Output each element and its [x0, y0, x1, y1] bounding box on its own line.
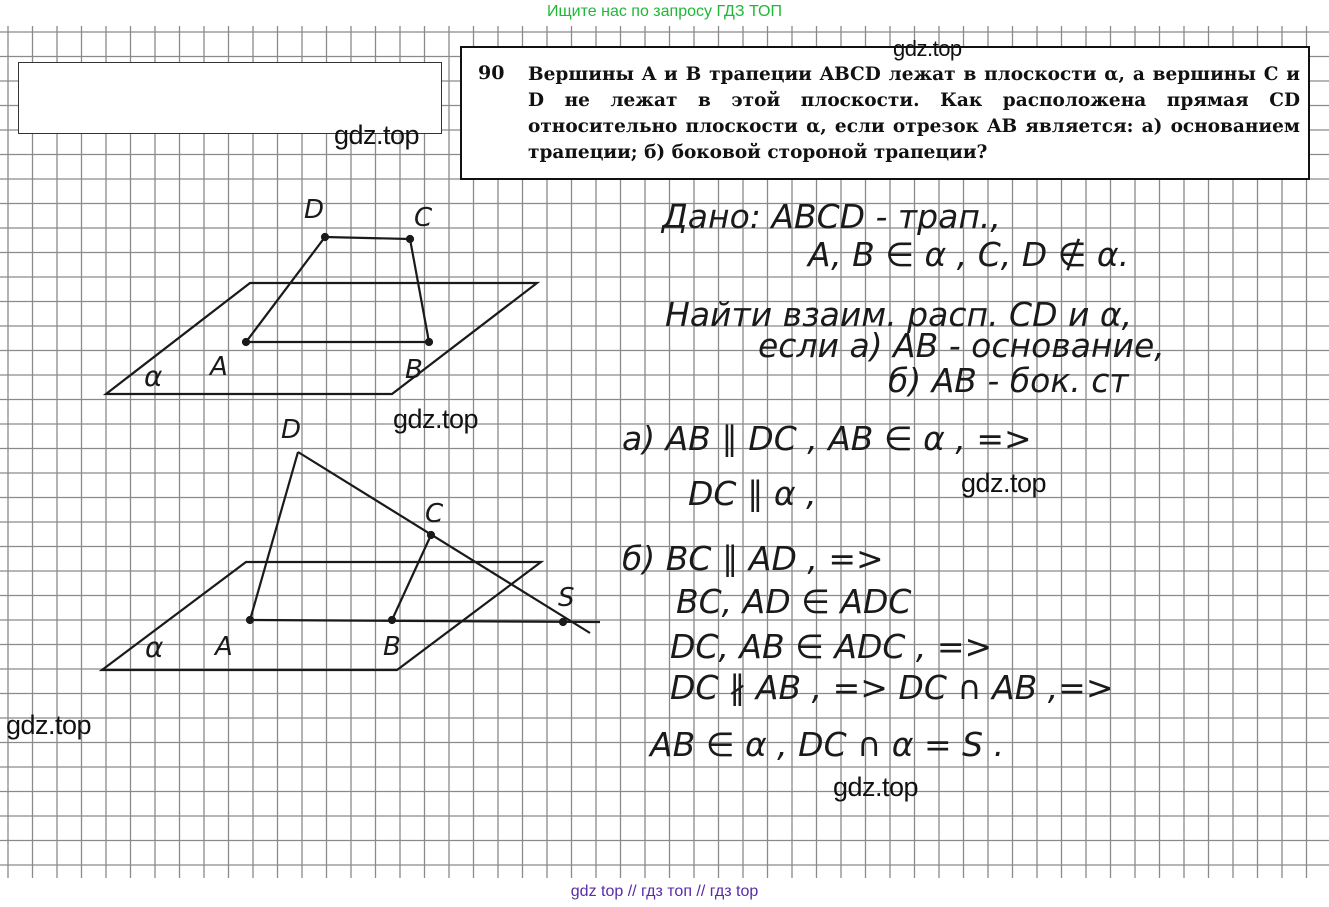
task-text: Вершины A и B трапеции ABCD лежат в плоскости α, а вершины C и D не лежат в этой плоскости. Как расположена прямая CD относительно плоскости α, если отрезок AB является: а) основанием трапеции; б) боковой стороной трапеции?	[528, 64, 1300, 163]
plane-alpha-2	[102, 562, 541, 670]
part-b-line-4: DC ∦ AB , => DC ∩ AB ,=>	[670, 668, 1114, 707]
watermark: gdz.top	[833, 772, 919, 802]
watermark: gdz.top	[334, 120, 420, 150]
label-c-1: C	[414, 203, 433, 233]
plane-alpha-1	[106, 283, 537, 394]
label-b-2: B	[383, 632, 401, 662]
segment-ad-1	[246, 237, 325, 342]
task-number: 90	[478, 62, 505, 84]
label-alpha-1: α	[144, 360, 163, 393]
figure-1	[106, 234, 537, 394]
label-a-2: A	[215, 632, 233, 662]
segment-ad-2	[250, 452, 298, 620]
segment-as-2	[250, 620, 600, 622]
segment-dc-1	[325, 237, 410, 239]
footer-links[interactable]: gdz top // гдз топ // гдз top	[570, 883, 759, 900]
find-line-3: б) AB - бок. ст	[888, 361, 1129, 400]
label-c-2: C	[425, 499, 444, 529]
part-b-line-5: AB ∈ α , DC ∩ α = S .	[650, 725, 1005, 764]
segment-ds-2	[298, 452, 590, 633]
label-a-1: A	[210, 352, 228, 382]
given-line-2: A, B ∈ α , C, D ∉ α.	[808, 235, 1130, 274]
find-line-2: если а) AB - основание,	[758, 326, 1165, 365]
part-a-line-1: а) AB ∥ DC , AB ∈ α , =>	[622, 419, 1032, 458]
part-b-line-1: б) BC ∥ AD , =>	[622, 539, 884, 578]
figure-2	[102, 452, 600, 670]
label-alpha-2: α	[145, 631, 164, 664]
watermark: gdz.top	[893, 36, 962, 61]
given-line-1: Дано: ABCD - трап.,	[662, 197, 1001, 236]
label-s-2: S	[558, 583, 575, 613]
find-line-1: Найти взаим. расп. CD и α,	[665, 295, 1133, 334]
part-b-line-2: BC, AD ∈ ADC	[676, 582, 912, 621]
part-b-line-3: DC, AB ∈ ADC , =>	[670, 627, 993, 666]
top-banner[interactable]: Ищите нас по запросу ГДЗ ТОП	[547, 3, 782, 20]
segment-cb-1	[410, 239, 429, 342]
watermark: gdz.top	[6, 710, 92, 740]
part-a-line-2: DC ∥ α ,	[688, 474, 817, 513]
label-b-1: B	[405, 355, 423, 385]
label-d-1: D	[304, 195, 325, 225]
segment-bc-2	[392, 535, 431, 620]
watermark: gdz.top	[961, 468, 1047, 498]
watermark: gdz.top	[393, 404, 479, 434]
label-d-2: D	[281, 415, 302, 445]
